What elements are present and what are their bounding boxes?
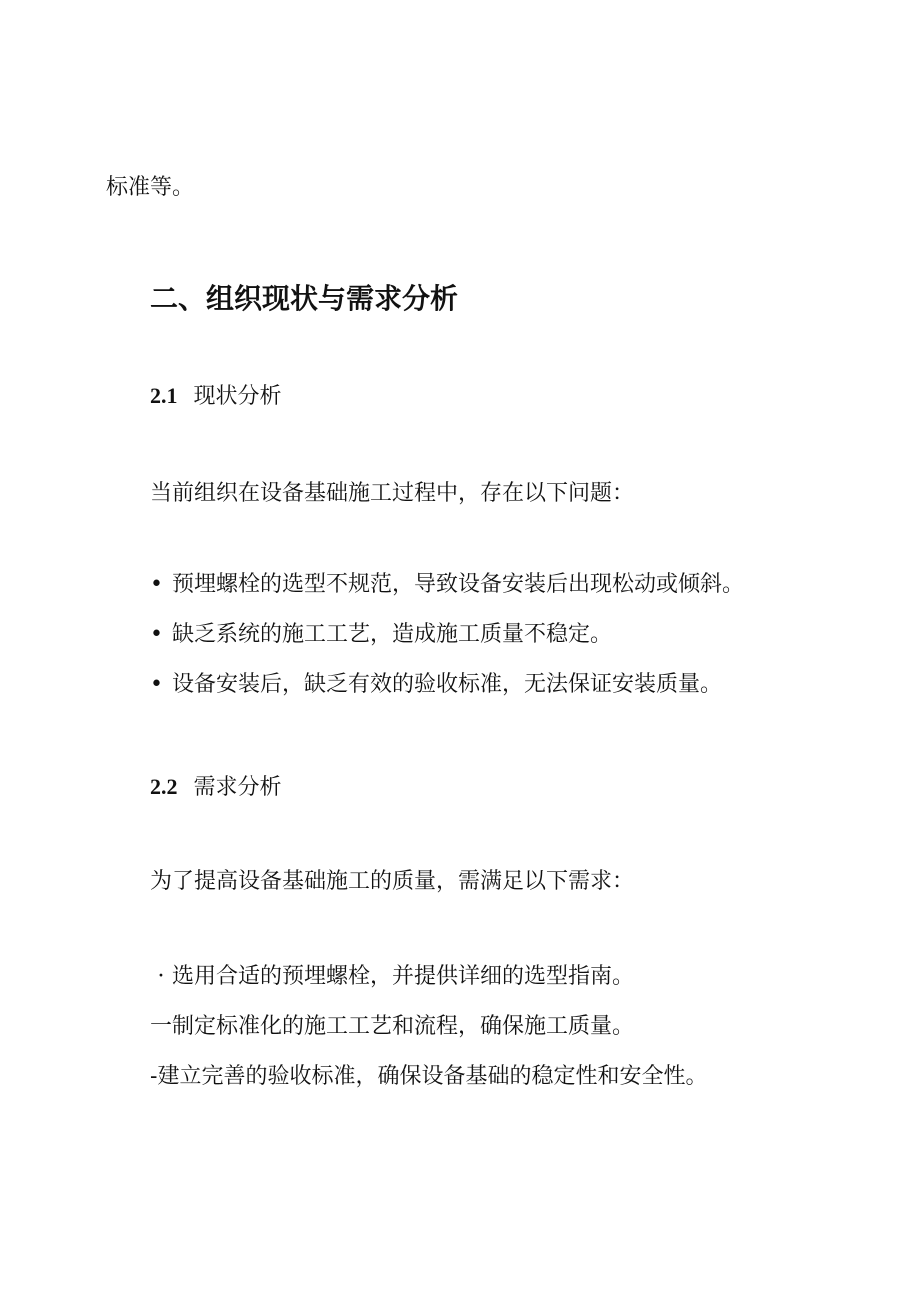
subsection-heading-2-1 [150, 381, 282, 412]
dash-marker: - [150, 1064, 158, 1089]
continuation-text: 标准等。 [106, 175, 195, 200]
list-item-text: 选用合适的预埋螺栓，并提供详细的选型指南。 [172, 964, 635, 989]
bullet-marker: · [157, 964, 165, 989]
list-item [150, 962, 634, 992]
list-item [150, 620, 612, 650]
list-item-text: 缺乏系统的施工工艺，造成施工质量不稳定。 [172, 622, 613, 647]
subsection-number: 2.1 [150, 383, 178, 408]
subsection-number: 2.2 [150, 774, 178, 799]
list-item [150, 670, 722, 700]
bullet-marker: • [150, 572, 163, 597]
list-item [150, 1012, 634, 1042]
dash-marker: 一 [150, 1014, 173, 1039]
list-item-text: 建立完善的验收标准，确保设备基础的稳定性和安全性。 [157, 1064, 708, 1089]
subsection-heading-2-2 [150, 772, 282, 803]
bullet-marker: • [150, 672, 163, 697]
paragraph-intro-2-1: 当前组织在设备基础施工过程中，存在以下问题： [150, 481, 635, 506]
subsection-title: 需求分析 [193, 775, 282, 800]
bullet-marker: • [150, 622, 163, 647]
list-item [150, 1062, 707, 1092]
list-item-text: 预埋螺栓的选型不规范，导致设备安装后出现松动或倾斜。 [172, 572, 745, 597]
section-heading: 二、组织现状与需求分析 [150, 282, 459, 315]
paragraph-intro-2-2: 为了提高设备基础施工的质量，需满足以下需求： [150, 869, 635, 894]
list-item [150, 570, 744, 600]
list-item-text: 设备安装后，缺乏有效的验收标准，无法保证安装质量。 [172, 672, 723, 697]
subsection-title: 现状分析 [193, 384, 282, 409]
list-item-text: 制定标准化的施工工艺和流程，确保施工质量。 [172, 1014, 635, 1039]
